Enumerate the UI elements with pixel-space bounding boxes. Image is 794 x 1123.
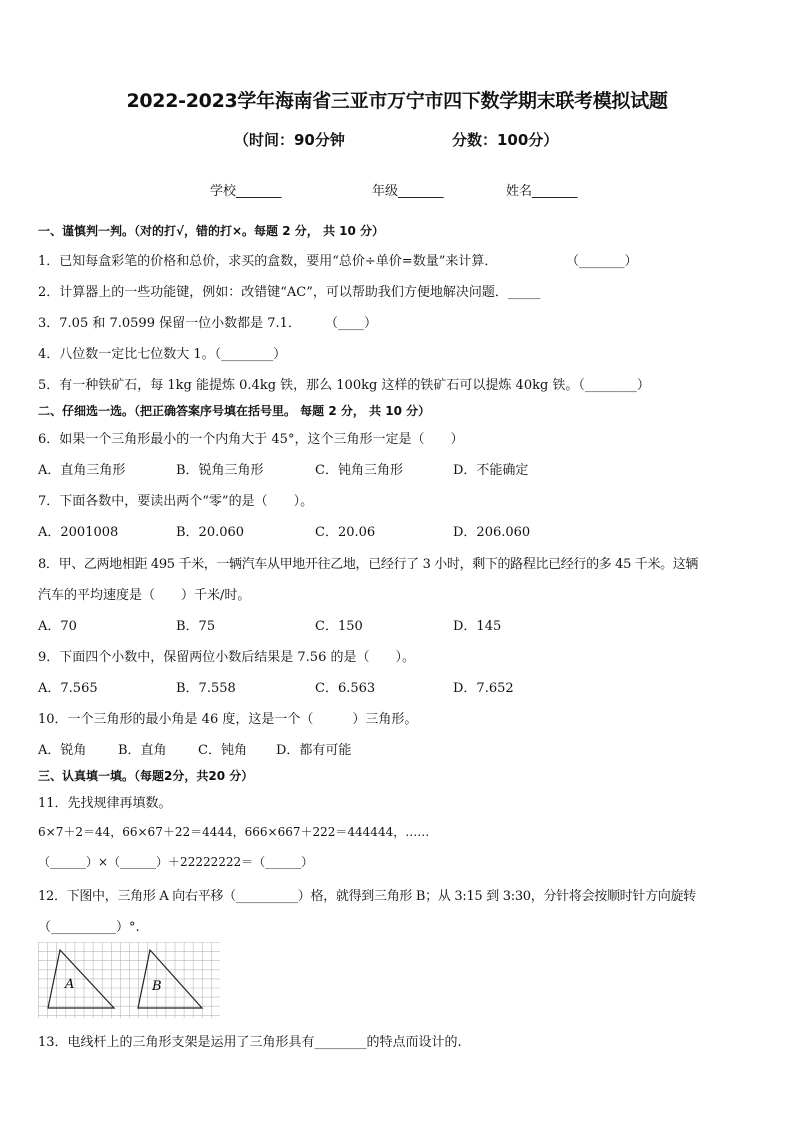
question-13: 13．电线杆上的三角形支架是运用了三角形具有________的特点而设计的. [38, 1035, 462, 1050]
question-7: 7．下面各数中，要读出两个“零”的是（ ）。 [38, 494, 314, 509]
q8-option-c[interactable]: C．150 [315, 619, 363, 634]
q8-option-b[interactable]: B．75 [176, 619, 216, 634]
q10-option-d[interactable]: D．都有可能 [276, 743, 352, 758]
question-2: 2．计算器上的一些功能键，例如：改错键“AC”，可以帮助我们方便地解决问题．_____ [38, 285, 541, 300]
triangle-a-label: A [65, 977, 75, 992]
q10-option-a[interactable]: A．锐角 [38, 743, 87, 758]
question-8-line-1: 8．甲、乙两地相距 495 千米，一辆汽车从甲地开往乙地，已经行了 3 小时，剩下的路程比已经行的多 45 千米。这辆 [38, 557, 699, 572]
q6-option-c[interactable]: C．钝角三角形 [315, 463, 403, 478]
question-10: 10．一个三角形的最小角是 46 度，这是一个（ ）三角形。 [38, 712, 418, 727]
question-4: 4．八位数一定比七位数大 1。（________） [38, 347, 287, 362]
question-8-line-2: 汽车的平均速度是（ ）千米/时。 [38, 588, 251, 603]
question-11: 11．先找规律再填数。 [38, 796, 172, 811]
exam-score: 分数：100分） [452, 131, 559, 149]
triangle-grid-figure [38, 942, 220, 1018]
q7-option-a[interactable]: A．2001008 [38, 525, 119, 540]
question-11-pattern: 6×7＋2＝44，66×67＋22＝4444，666×667＋222＝444444，…… [38, 825, 430, 839]
triangle-b-label: B [152, 979, 162, 994]
q9-option-b[interactable]: B．7.558 [176, 681, 236, 696]
question-3-blank[interactable]: （____） [325, 316, 378, 331]
question-12-line-1: 12．下图中，三角形 A 向右平移（__________）格，就得到三角形 B；从 3:15 到 3:30，分针将会按顺时针方向旋转 [38, 889, 696, 904]
question-5: 5．有一种铁矿石，每 1kg 能提炼 0.4kg 铁，那么 100kg 这样的铁矿石可以提炼 40kg 铁。（________） [38, 378, 650, 393]
q8-option-d[interactable]: D．145 [453, 619, 502, 634]
grade-field[interactable]: 年级_______ [372, 184, 444, 199]
question-3: 3．7.05 和 7.0599 保留一位小数都是 7.1． [38, 316, 301, 331]
question-9: 9．下面四个小数中，保留两位小数后结果是 7.56 的是（ ）。 [38, 650, 415, 665]
school-field[interactable]: 学校_______ [210, 184, 282, 199]
q7-option-c[interactable]: C．20.06 [315, 525, 376, 540]
q9-option-a[interactable]: A．7.565 [38, 681, 98, 696]
question-1-blank[interactable]: （_______） [566, 254, 638, 269]
q7-option-b[interactable]: B．20.060 [176, 525, 245, 540]
name-field[interactable]: 姓名_______ [506, 184, 578, 199]
q9-option-c[interactable]: C．6.563 [315, 681, 376, 696]
q8-option-a[interactable]: A．70 [38, 619, 77, 634]
section-3-heading: 三、认真填一填。（每题2分，共20 分） [38, 769, 254, 783]
q10-option-b[interactable]: B．直角 [118, 743, 167, 758]
question-6: 6．如果一个三角形最小的一个内角大于 45°，这个三角形一定是（ ） [38, 432, 464, 447]
q7-option-d[interactable]: D．206.060 [453, 525, 531, 540]
q6-option-a[interactable]: A．直角三角形 [38, 463, 126, 478]
question-12-line-2: （__________）°. [38, 920, 140, 935]
question-1: 1．已知每盒彩笔的价格和总价，求买的盒数，要用“总价÷单价=数量”来计算． [38, 254, 498, 269]
q6-option-b[interactable]: B．锐角三角形 [176, 463, 264, 478]
question-11-blanks[interactable]: （______）×（______）＋22222222＝（______） [38, 855, 314, 869]
section-1-heading: 一、谨慎判一判。（对的打√，错的打×。每题 2 分， 共 10 分） [38, 224, 384, 238]
q6-option-d[interactable]: D．不能确定 [453, 463, 529, 478]
section-2-heading: 二、仔细选一选。（把正确答案序号填在括号里。 每题 2 分， 共 10 分） [38, 404, 431, 418]
exam-time: （时间：90分钟 [234, 131, 345, 149]
page-title: 2022-2023学年海南省三亚市万宁市四下数学期末联考模拟试题 [126, 90, 668, 112]
q9-option-d[interactable]: D．7.652 [453, 681, 514, 696]
q10-option-c[interactable]: C．钝角 [198, 743, 247, 758]
